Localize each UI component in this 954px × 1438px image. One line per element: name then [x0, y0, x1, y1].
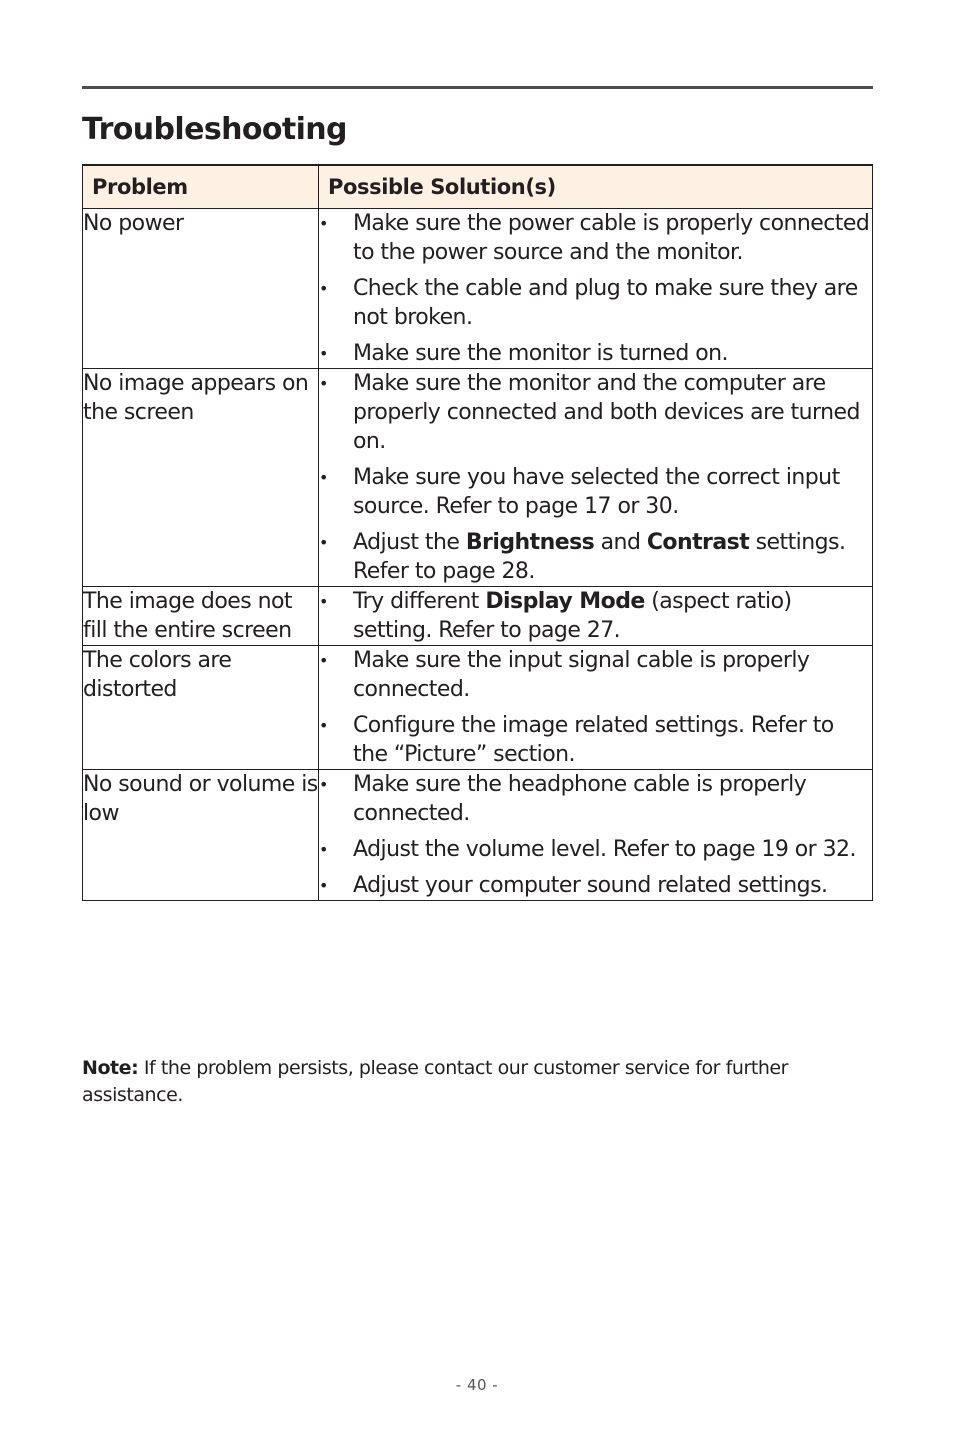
bullet-icon: • — [319, 279, 328, 298]
bullet-icon: • — [319, 468, 328, 487]
solution-item — [319, 528, 872, 586]
setting-name: Brightness — [465, 530, 595, 555]
solution-item — [319, 646, 872, 704]
table-row — [83, 770, 873, 901]
bullet-icon: • — [319, 716, 328, 735]
problem-cell: No image appears on the screen — [83, 369, 319, 587]
bullet-icon: • — [319, 592, 328, 611]
solution-cell — [319, 646, 873, 770]
problem-cell: The colors are distorted — [83, 646, 319, 770]
page-number: - 40 - — [455, 1376, 499, 1394]
solution-list — [319, 209, 872, 368]
solution-item — [319, 770, 872, 828]
note-text: If the problem persists, please contact our customer service for further assistance. — [82, 1057, 789, 1106]
solution-cell — [319, 209, 873, 369]
table-row — [83, 209, 873, 369]
bullet-icon: • — [319, 876, 328, 895]
table-body — [83, 209, 873, 901]
solution-item — [319, 835, 872, 864]
solution-text: Check the cable and plug to make sure they are not broken. — [353, 276, 858, 330]
solution-item — [319, 339, 872, 368]
solution-cell — [319, 587, 873, 646]
solution-item — [319, 871, 872, 900]
table-row — [83, 369, 873, 587]
header-problem: Problem — [83, 165, 319, 209]
setting-name: Display Mode — [485, 589, 645, 614]
solution-list — [319, 646, 872, 769]
bullet-icon: • — [319, 374, 328, 393]
bullet-icon: • — [319, 651, 328, 670]
solution-text: Make sure you have selected the correct input source. Refer to page 17 or 30. — [353, 465, 840, 519]
page-title: Troubleshooting — [82, 112, 347, 147]
note-paragraph — [82, 1055, 872, 1109]
solution-text: Make sure the monitor is turned on. — [353, 341, 728, 366]
solution-text: (aspect ratio) setting. Refer to page 27. — [353, 589, 792, 643]
problem-cell: No sound or volume is low — [83, 770, 319, 901]
solution-text: Adjust the — [353, 530, 466, 555]
setting-name: Contrast — [646, 530, 750, 555]
solution-text: Adjust your computer sound related settings. — [353, 873, 828, 898]
solution-item — [319, 274, 872, 332]
table-row — [83, 587, 873, 646]
solution-text: Make sure the input signal cable is properly connected. — [353, 648, 810, 702]
solution-text: settings. Refer to page 28. — [353, 530, 846, 584]
solution-item — [319, 209, 872, 267]
bullet-icon: • — [319, 533, 328, 552]
solution-list — [319, 770, 872, 900]
solution-text: and — [594, 530, 647, 555]
solution-text: Make sure the monitor and the computer are properly connected and both devices are turned on. — [353, 371, 860, 454]
solution-item — [319, 369, 872, 456]
solution-item — [319, 463, 872, 521]
bullet-icon: • — [319, 344, 328, 363]
solution-text: Make sure the headphone cable is properly connected. — [353, 772, 807, 826]
troubleshooting-table — [82, 164, 873, 901]
header-solutions: Possible Solution(s) — [319, 165, 873, 209]
solution-text: Make sure the power cable is properly connected to the power source and the monitor. — [353, 211, 870, 265]
solution-list — [319, 369, 872, 586]
bullet-icon: • — [319, 840, 328, 859]
problem-cell: The image does not fill the entire screen — [83, 587, 319, 646]
solution-text: Adjust the volume level. Refer to page 19 or 32. — [353, 837, 856, 862]
solution-list — [319, 587, 872, 645]
solution-item — [319, 587, 872, 645]
solution-text: Configure the image related settings. Refer to the “Picture” section. — [353, 713, 834, 767]
bullet-icon: • — [319, 775, 328, 794]
bullet-icon: • — [319, 214, 328, 233]
note-label: Note: — [82, 1057, 139, 1079]
solution-cell — [319, 369, 873, 587]
table-row — [83, 646, 873, 770]
problem-cell: No power — [83, 209, 319, 369]
solution-text: Try different — [353, 589, 486, 614]
table-header-row — [83, 165, 873, 209]
top-rule — [82, 86, 873, 89]
solution-cell — [319, 770, 873, 901]
solution-item — [319, 711, 872, 769]
